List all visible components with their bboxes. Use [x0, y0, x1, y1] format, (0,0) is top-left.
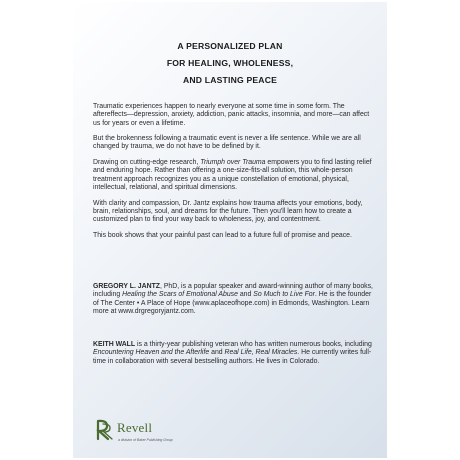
- headline-line-2: FOR HEALING, WHOLENESS,: [166, 58, 294, 68]
- book-title: Triumph over Trauma: [200, 159, 266, 167]
- publisher-name: Revell: [117, 420, 153, 435]
- bio-wall-text-3: . He currently writes full-time in collaboration with several bestselling authors. He lives in Colorado.: [93, 349, 372, 365]
- bio-wall-book-2: Real Life, Real Miracles: [224, 349, 298, 357]
- author-name-wall: KEITH WALL: [93, 341, 136, 348]
- bio-wall-book-1: Encountering Heaven and the Afterlife: [93, 349, 210, 357]
- back-cover: [73, 2, 387, 458]
- publisher-tagline: a division of Baker Publishing Group: [118, 438, 173, 442]
- revell-mark-icon: [95, 419, 117, 441]
- author-bio-wall: [93, 341, 375, 366]
- description-paragraph-1: Traumatic experiences happen to nearly everyone at some time in some form. The aftereffects—depression, anxiety, addiction, panic attacks, insomnia, and more—can affect us for years or even a lifetime.: [93, 103, 370, 127]
- bio-jantz-text-3: . He is the founder of The Center • A Place of Hope (www.aplaceofhope.com) in Edmonds, Washington. Learn more at www.drgregoryjantz.com.: [93, 291, 372, 315]
- publisher-logo: [95, 419, 245, 447]
- description-paragraph-4: With clarity and compassion, Dr. Jantz explains how trauma affects your emotions, body, brain, relationships, soul, and dreams for the future. Then you'll learn how to create a customized plan to find your way back to wholeness, joy, and contentment.: [93, 199, 363, 224]
- headline: [73, 38, 387, 89]
- bio-jantz-text-1: , PhD, is a popular speaker and award-winning author of many books, including: [93, 283, 373, 299]
- description: [93, 103, 375, 247]
- bio-jantz-book-2: So Much to Live For: [253, 291, 315, 299]
- author-name-jantz: GREGORY L. JANTZ: [93, 283, 160, 290]
- description-paragraph-5: This book shows that your painful past can lead to a future full of promise and peace.: [93, 231, 352, 239]
- bio-jantz-book-1: Healing the Scars of Emotional Abuse: [122, 291, 238, 299]
- p3-text-b: empowers you to find lasting relief and enduring hope. Rather than offering a one-size-fits-all solution, this whole-person treatment approach recognizes you as a unique constellation of emotional, physical, intellectual, relational, and spiritual dimensions.: [93, 159, 372, 191]
- headline-line-1: A PERSONALIZED PLAN: [177, 41, 283, 51]
- description-paragraph-3: [93, 159, 375, 192]
- p3-text-a: Drawing on cutting-edge research,: [93, 159, 201, 167]
- bio-jantz-text-2: and: [237, 291, 254, 299]
- author-bio-jantz: [93, 283, 375, 316]
- bio-wall-text-1: is a thirty-year publishing veteran who has written numerous books, including: [135, 341, 372, 348]
- headline-line-3: AND LASTING PEACE: [182, 75, 278, 85]
- description-paragraph-2: But the brokenness following a traumatic event is never a life sentence. While we are all changed by trauma, we do not have to be defined by it.: [93, 135, 361, 151]
- bio-wall-text-2: and: [209, 349, 225, 357]
